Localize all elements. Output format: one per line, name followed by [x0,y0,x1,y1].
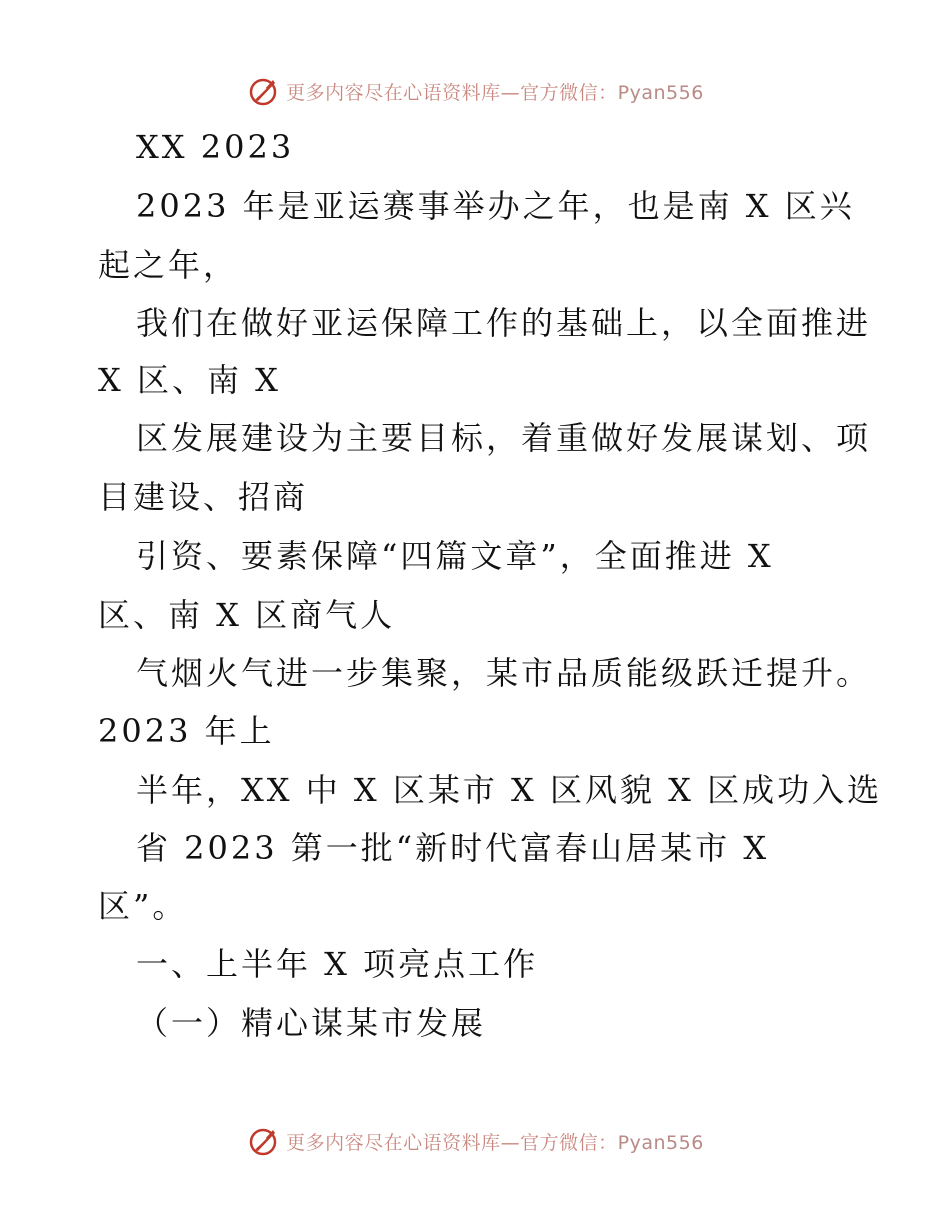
body-line: 气烟火气进一步集聚，某市品质能级跃迁提升。 [136,654,872,692]
body-line: 区发展建设为主要目标，着重做好发展谋划、项 [136,419,872,457]
body-line: 我们在做好亚运保障工作的基础上，以全面推进 [136,304,872,342]
footer-watermark [0,1121,950,1161]
section-heading: 一、上半年 X 项亮点工作 [136,945,539,983]
watermark-text: 更多内容尽在心语资料库—官方微信：Pyan556 [286,81,704,104]
quill-logo-icon [246,1124,280,1158]
body-line: 2023 年是亚运赛事举办之年，也是南 X 区兴 [136,187,855,225]
body-line: 区”。 [98,887,188,925]
body-line: 半年，XX 中 X 区某市 X 区风貌 X 区成功入选 [136,771,883,809]
body-line: 目建设、招商 [98,478,309,516]
watermark-handle: Pyan556 [617,1131,704,1154]
body-line: 省 2023 第一批“新时代富春山居某市 X [136,829,770,867]
body-line: 2023 年上 [98,712,275,750]
subsection-heading: （一）精心谋某市发展 [136,1004,487,1042]
body-line: X 区、南 X [98,361,281,399]
body-line: 区、南 X 区商气人 [98,596,396,634]
body-line: 起之年， [98,246,239,284]
watermark-text: 更多内容尽在心语资料库—官方微信：Pyan556 [286,1131,704,1154]
body-line: XX 2023 [136,128,295,166]
body-line: 引资、要素保障“四篇文章”，全面推进 X [136,537,774,575]
watermark-handle: Pyan556 [617,81,704,104]
